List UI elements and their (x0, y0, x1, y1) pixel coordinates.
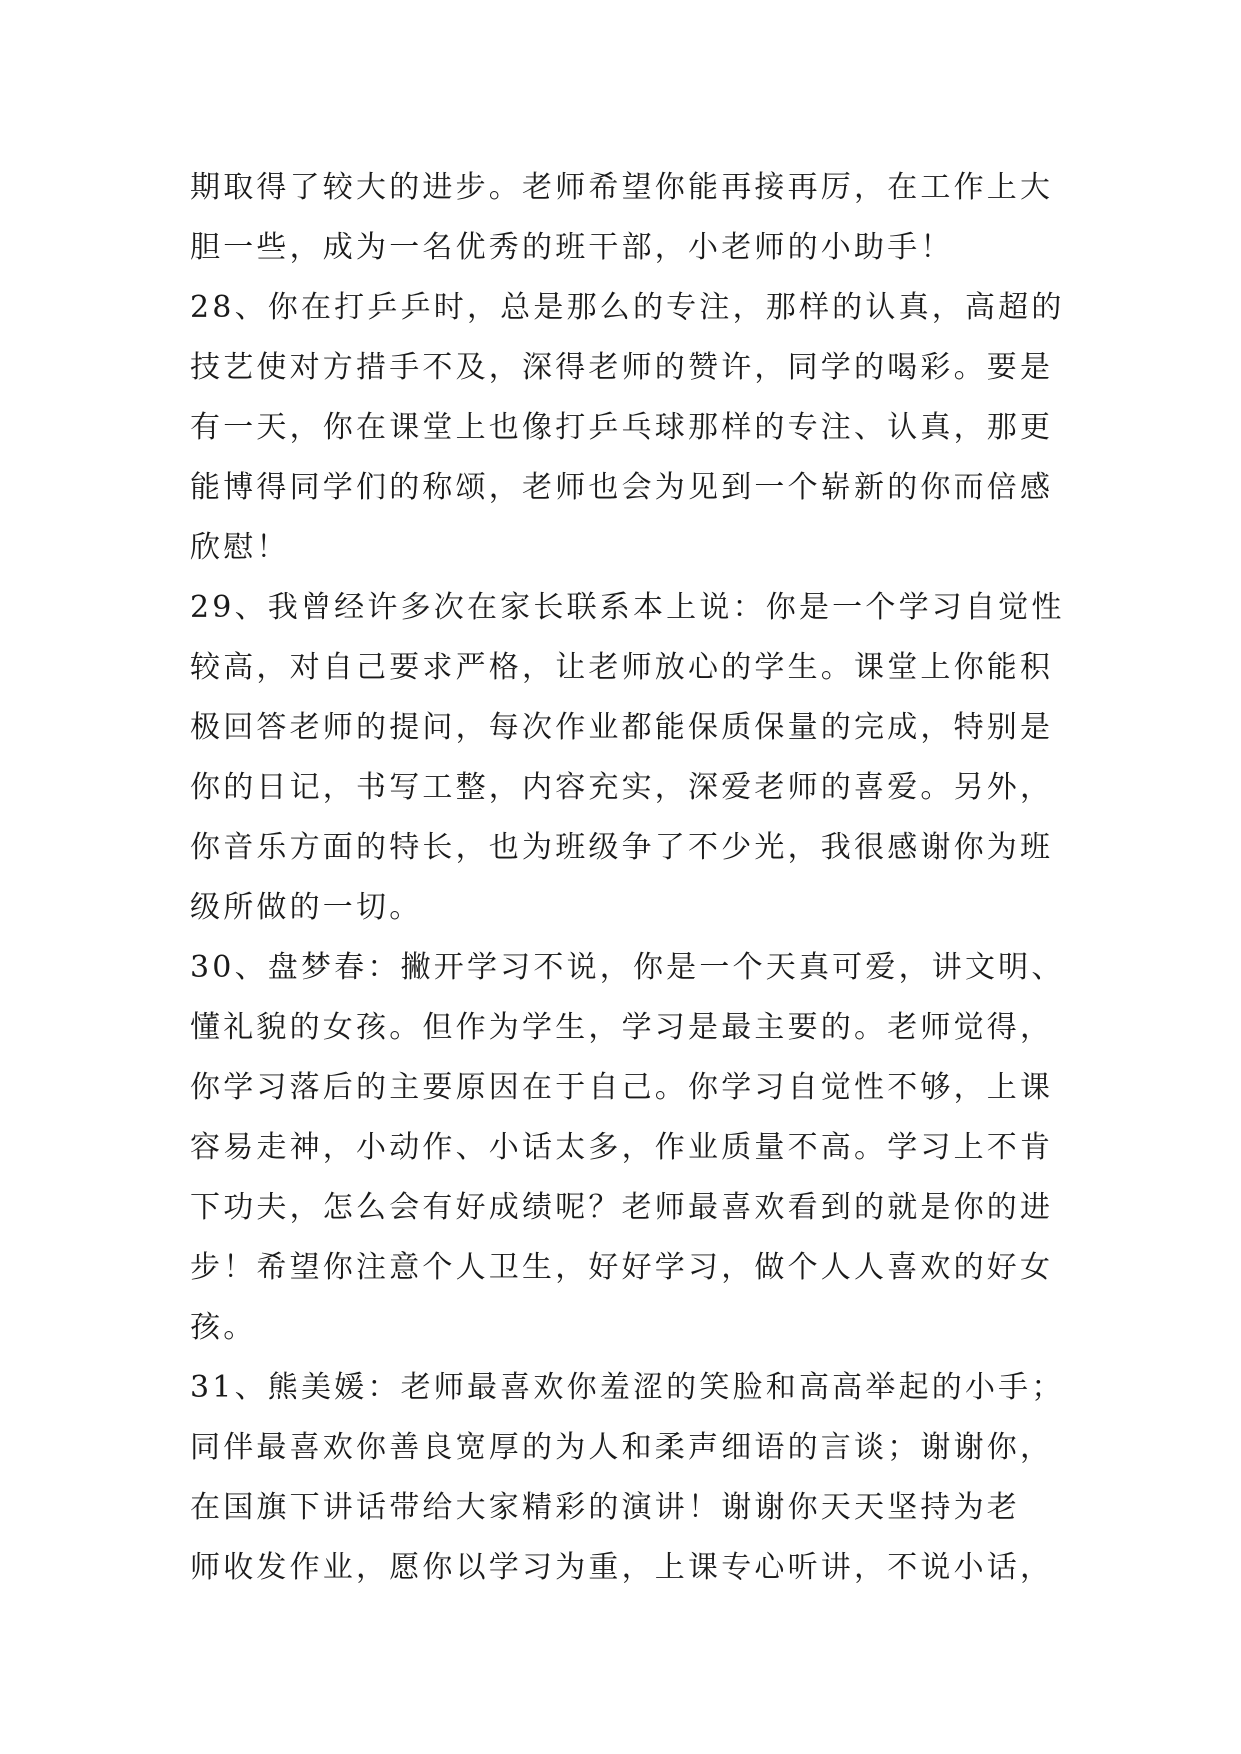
text-line: 步！希望你注意个人卫生，好好学习，做个人人喜欢的好女 (190, 1250, 1054, 1285)
text-line: 31、熊美媛：老师最喜欢你羞涩的笑脸和高高举起的小手； (190, 1370, 1065, 1405)
text-line: 胆一些，成为一名优秀的班干部，小老师的小助手！ (190, 230, 954, 265)
text-line: 你的日记，书写工整，内容充实，深爱老师的喜爱。另外， (190, 770, 1054, 805)
text-line: 级所做的一切。 (190, 890, 423, 925)
text-line: 在国旗下讲话带给大家精彩的演讲！谢谢你天天坚持为老 (190, 1490, 1020, 1525)
text-line: 下功夫，怎么会有好成绩呢？老师最喜欢看到的就是你的进 (190, 1190, 1054, 1225)
text-line: 极回答老师的提问，每次作业都能保质保量的完成，特别是 (190, 710, 1054, 745)
text-line: 师收发作业，愿你以学习为重，上课专心听讲，不说小话， (190, 1550, 1054, 1585)
text-line: 懂礼貌的女孩。但作为学生，学习是最主要的。老师觉得， (190, 1010, 1054, 1045)
text-line: 28、你在打乒乒时，总是那么的专注，那样的认真，高超的 (190, 290, 1065, 325)
text-line: 你音乐方面的特长，也为班级争了不少光，我很感谢你为班 (190, 830, 1054, 865)
document-body (190, 158, 1070, 1598)
text-line: 较高，对自己要求严格，让老师放心的学生。课堂上你能积 (190, 650, 1054, 685)
text-line: 29、我曾经许多次在家长联系本上说：你是一个学习自觉性 (190, 590, 1065, 625)
text-line: 技艺使对方措手不及，深得老师的赞许，同学的喝彩。要是 (190, 350, 1054, 385)
text-line: 你学习落后的主要原因在于自己。你学习自觉性不够，上课 (190, 1070, 1054, 1105)
text-line: 欣慰！ (190, 530, 290, 565)
text-line: 有一天，你在课堂上也像打乒乓球那样的专注、认真，那更 (190, 410, 1054, 445)
text-line: 容易走神，小动作、小话太多，作业质量不高。学习上不肯 (190, 1130, 1054, 1165)
text-line: 30、盘梦春：撇开学习不说，你是一个天真可爱，讲文明、 (190, 950, 1065, 985)
text-line: 能博得同学们的称颂，老师也会为见到一个崭新的你而倍感 (190, 470, 1054, 505)
text-line: 同伴最喜欢你善良宽厚的为人和柔声细语的言谈；谢谢你， (190, 1430, 1054, 1465)
text-line: 期取得了较大的进步。老师希望你能再接再厉，在工作上大 (190, 170, 1054, 205)
text-line: 孩。 (190, 1310, 257, 1345)
